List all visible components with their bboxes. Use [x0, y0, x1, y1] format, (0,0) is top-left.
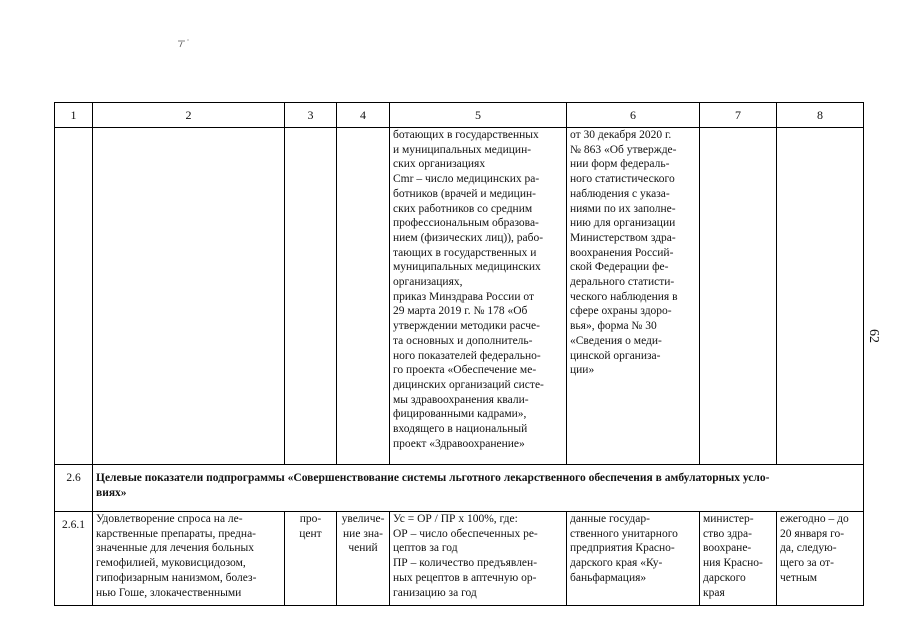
section-row — [55, 465, 864, 512]
trend-cell: увеличе- ние зна- чений — [337, 512, 390, 606]
method-cell: ботающих в государственных и муниципальных медицин- ских организациях Сmr – число медицинских ра- ботников (врачей и медицин- ских работников со средним профессиональным образова- нием (физических лиц)), рабо- тающих в государственных и муниципальных медицинских организациях, приказ Минздрава России от 29 марта 2019 г. № 178 «Об утверждении методики расче- та основных и дополнитель- ного показателей федерально- го проекта «Обеспечение ме- дицинских организаций систе- мы здравоохранения квали- фицированными кадрами», входящего в национальный проект «Здравоохранение» — [390, 128, 567, 465]
empty-cell — [700, 128, 777, 465]
page-number: 62 — [866, 329, 881, 343]
responsible-cell: министер- ство здра- воохране- ния Красно- дарского края — [700, 512, 777, 606]
table-row — [55, 512, 864, 606]
header-cell: 7 — [700, 103, 777, 128]
deadline-cell: ежегодно – до 20 января го- да, следую- щего за от- четным — [777, 512, 864, 606]
empty-cell — [337, 128, 390, 465]
continuation-row — [55, 128, 864, 465]
header-cell: 2 — [93, 103, 285, 128]
source-cell: данные государ- ственного унитарного предприятия Красно- дарского края «Ку- баньфармация» — [567, 512, 700, 606]
header-cell: 8 — [777, 103, 864, 128]
section-number: 2.6 — [55, 465, 93, 512]
header-cell: 3 — [285, 103, 337, 128]
unit-cell: про- цент — [285, 512, 337, 606]
empty-cell — [55, 128, 93, 465]
indicators-table — [54, 102, 864, 606]
method-cell: Ус = ОР / ПР х 100%, где: ОР – число обеспеченных ре- цептов за год ПР – количество предъявлен- ных рецептов в аптечную ор- ганизацию за год — [390, 512, 567, 606]
header-cell: 6 — [567, 103, 700, 128]
scan-mark — [176, 38, 192, 48]
empty-cell — [93, 128, 285, 465]
empty-cell — [777, 128, 864, 465]
header-cell: 5 — [390, 103, 567, 128]
header-cell: 1 — [55, 103, 93, 128]
header-row — [55, 103, 864, 128]
empty-cell — [285, 128, 337, 465]
source-cell: от 30 декабря 2020 г. № 863 «Об утвержде- нии форм федераль- ного статистического наблюдения с указа- ниями по их заполне- нию для организации Министерством здра- воохранения Россий- ской Федерации фе- дерального статисти- ческого наблюдения в сфере охраны здоро- вья», форма № 30 «Сведения о меди- цинской организа- ции» — [567, 128, 700, 465]
header-cell: 4 — [337, 103, 390, 128]
row-number: 2.6.1 — [55, 512, 93, 606]
section-title: Целевые показатели подпрограммы «Совершенствование системы льготного лекарственного обеспечения в амбулаторных усло- виях» — [93, 465, 864, 512]
indicator-name: Удовлетворение спроса на ле- карственные препараты, предна- значенные для лечения больных гемофилией, муковисцидозом, гипофизарным нанизмом, болез- нью Гоше, злокачественными — [93, 512, 285, 606]
